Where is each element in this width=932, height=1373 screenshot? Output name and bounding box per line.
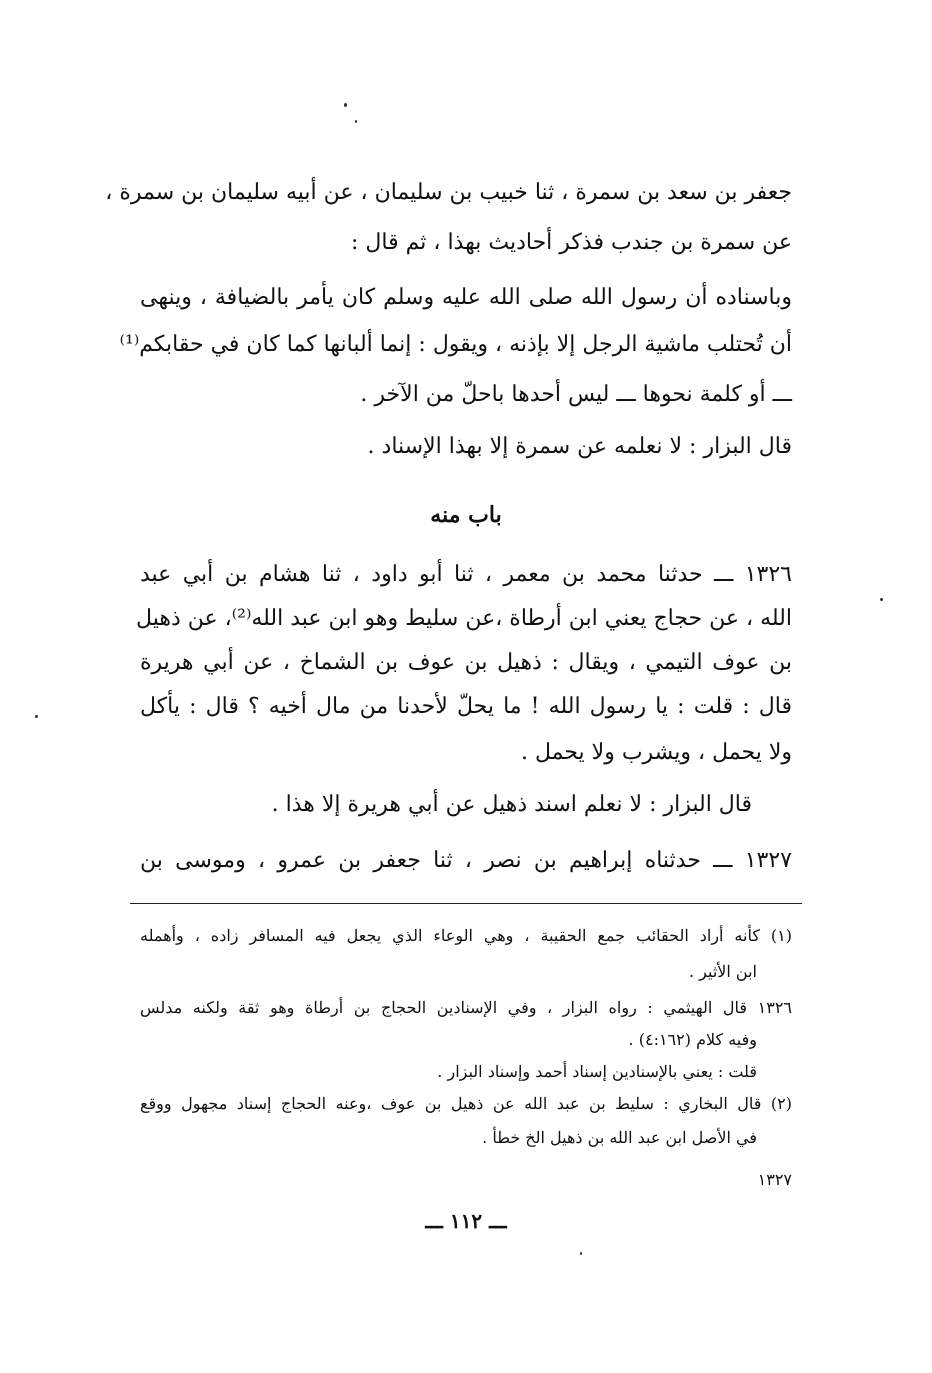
footnote-1326-line-3: قلت : يعني بالإسنادين إسناد أحمد وإسناد البزار . — [437, 1062, 757, 1081]
footnote-1-line-2: ابن الأثير . — [688, 962, 757, 981]
scan-speck — [355, 120, 357, 123]
page-number: ـــ ١١٢ ـــ — [425, 1209, 507, 1233]
body-line-5: ـــ أو كلمة نحوها ـــ ليس أحدها باحلّ من الآخر . — [360, 382, 792, 407]
section-heading: باب منه — [430, 502, 502, 528]
body-line-2: عن سمرة بن جندب فذكر أحاديث بهذا ، ثم قال : — [350, 230, 792, 255]
footnote-separator — [130, 903, 802, 904]
body-line-6: قال البزار : لا نعلمه عن سمرة إلا بهذا الإسناد . — [367, 434, 792, 459]
hadith-1326-line-3: بن عوف التيمي ، ويقال : ذهيل بن عوف بن الشماخ ، عن أبي هريرة — [140, 650, 792, 675]
scan-speck — [580, 1252, 582, 1255]
scan-speck — [880, 598, 883, 601]
body-line-1: جعفر بن سعد بن سمرة ، ثنا خبيب بن سليمان ، عن أبيه سليمان بن سمرة ، — [105, 180, 792, 205]
footnote-1326-line-2: وفيه كلام (٤:١٦٢) . — [628, 1030, 757, 1049]
hadith-1326-line-2: الله ، عن حجاج يعني ابن أرطاة ،عن سليط وهو ابن عبد الله⁽²⁾، عن ذهيل — [136, 606, 792, 631]
body-line-3: وباسناده أن رسول الله صلى الله عليه وسلم كان يأمر بالضيافة ، وينهى — [140, 285, 792, 310]
hadith-1326-line-4: قال : قلت : يا رسول الله ! ما يحلّ لأحدنا من مال أخيه ؟ قال : يأكل — [140, 694, 792, 719]
footnote-1326-line-1: ١٣٢٦ قال الهيثمي : رواه البزار ، وفي الإسنادين الحجاج بن أرطاة وهو ثقة ولكنه مدلس — [140, 998, 792, 1017]
scan-speck — [35, 715, 38, 718]
footnote-1-line-1: (١) كأنه أراد الحقائب جمع الحقيبة ، وهي الوعاء الذي يجعل فيه المسافر زاده ، وأهمله — [140, 926, 793, 945]
bazzar-comment: قال البزار : لا نعلم اسند ذهيل عن أبي هريرة إلا هذا . — [271, 792, 752, 817]
hadith-1327-line-1: ١٣٢٧ ـــ حدثناه إبراهيم بن نصر ، ثنا جعفر بن عمرو ، وموسى بن — [140, 848, 792, 873]
body-line-4: أن تُحتلب ماشية الرجل إلا بإذنه ، ويقول : إنما ألبانها كما كان في حقابكم⁽¹⁾ — [119, 332, 792, 357]
hadith-1326-line-5: ولا يحمل ، ويشرب ولا يحمل . — [520, 740, 792, 765]
footnote-2-line-1: (٢) قال البخاري : سليط بن عبد الله عن ذهيل بن عوف ،وعنه الحجاج إسناد مجهول ووقع — [140, 1094, 792, 1113]
hadith-1326-line-1: ١٣٢٦ ـــ حدثنا محمد بن معمر ، ثنا أبو داود ، ثنا هشام بن أبي عبد — [140, 562, 792, 587]
footnote-2-line-2: في الأصل ابن عبد الله بن ذهيل الخ خطأ . — [482, 1128, 757, 1147]
scan-speck — [344, 103, 347, 107]
footnote-1327-marker: ١٣٢٧ — [757, 1170, 792, 1189]
